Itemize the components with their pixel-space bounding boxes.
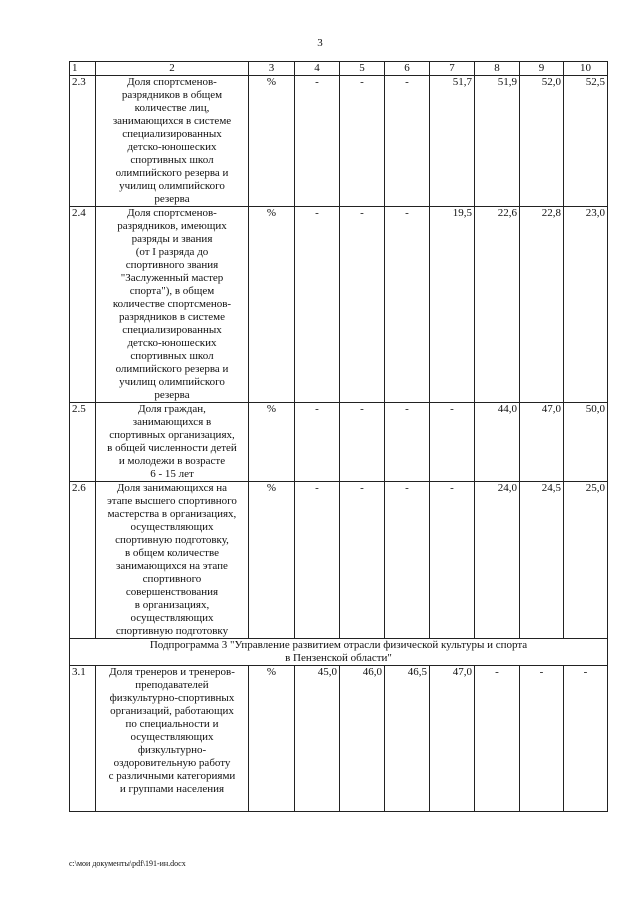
- indicator-name-line: училищ олимпийского: [119, 376, 225, 388]
- indicator-name: [96, 482, 249, 639]
- page-number: 3: [317, 37, 323, 49]
- row-number: 2.4: [70, 207, 96, 403]
- file-path-footer: c:\мои документы\pdf\191-ин.docx: [69, 859, 186, 868]
- indicator-name-line: и молодежи в возрасте: [118, 455, 226, 467]
- value-cell: 47,0: [430, 666, 475, 812]
- value-cell: -: [385, 403, 430, 482]
- value-cell: -: [385, 482, 430, 639]
- value-cell: -: [295, 482, 340, 639]
- subprogram-title: [70, 639, 608, 666]
- value-cell: 52,5: [564, 76, 608, 207]
- indicator-name-line: по специальности и: [125, 718, 219, 730]
- indicator-name-line: этапе высшего спортивного: [107, 495, 237, 507]
- indicator-name: [96, 207, 249, 403]
- indicator-name-line: осуществляющих: [130, 612, 214, 624]
- subprogram-row: [70, 639, 608, 666]
- row-number: 2.5: [70, 403, 96, 482]
- value-cell: -: [295, 76, 340, 207]
- indicator-name-line: резерва: [154, 389, 190, 401]
- indicator-name-line: спортивных организациях,: [109, 429, 235, 441]
- indicator-name-line: детско-юношеских: [127, 337, 217, 349]
- header-cell: 1: [70, 62, 96, 76]
- header-cell: 9: [520, 62, 564, 76]
- indicator-name: [96, 76, 249, 207]
- header-cell: 6: [385, 62, 430, 76]
- subprogram-title-line: Подпрограмма 3 "Управление развитием отрасли физической культуры и спорта: [149, 639, 528, 651]
- indicator-name-line: и группами населения: [119, 783, 225, 795]
- value-cell: 46,0: [340, 666, 385, 812]
- row-number: 3.1: [70, 666, 96, 812]
- header-cell: 4: [295, 62, 340, 76]
- indicator-name: [96, 403, 249, 482]
- value-cell: -: [430, 403, 475, 482]
- indicator-name: [96, 666, 249, 812]
- header-cell: 7: [430, 62, 475, 76]
- indicator-name-line: разрядников в общем: [121, 89, 223, 101]
- indicator-name-line: спортивную подготовку: [115, 625, 229, 637]
- value-cell: -: [295, 207, 340, 403]
- value-cell: 22,8: [520, 207, 564, 403]
- value-cell: 22,6: [475, 207, 520, 403]
- value-cell: -: [385, 207, 430, 403]
- indicator-name-line: оздоровительную работу: [113, 757, 231, 769]
- indicator-name-line: физкультурно-: [137, 744, 207, 756]
- row-number: 2.6: [70, 482, 96, 639]
- header-cell: 5: [340, 62, 385, 76]
- table-row: [70, 482, 608, 639]
- indicator-name-line: "Заслуженный мастер: [120, 272, 224, 284]
- subprogram-title-line: в Пензенской области": [285, 652, 392, 664]
- indicator-name-line: спортивных школ: [130, 350, 214, 362]
- indicator-name-line: 6 - 15 лет: [150, 468, 194, 480]
- indicator-name-line: количестве спортсменов-: [112, 298, 232, 310]
- row-number: 2.3: [70, 76, 96, 207]
- unit-cell: %: [249, 403, 295, 482]
- table-row: [70, 666, 608, 812]
- table-row: [70, 207, 608, 403]
- indicator-name-line: резерва: [154, 193, 190, 205]
- unit-cell: %: [249, 207, 295, 403]
- unit-cell: %: [249, 482, 295, 639]
- value-cell: 52,0: [520, 76, 564, 207]
- indicator-name-line: разрядников в системе: [118, 311, 225, 323]
- indicator-name-line: спортивного звания: [125, 259, 219, 271]
- unit-cell: %: [249, 666, 295, 812]
- indicator-name-line: мастерства в организациях,: [107, 508, 237, 520]
- value-cell: -: [340, 403, 385, 482]
- indicator-name-line: Доля спортсменов-: [127, 207, 217, 219]
- value-cell: 45,0: [295, 666, 340, 812]
- value-cell: 25,0: [564, 482, 608, 639]
- header-cell: 8: [475, 62, 520, 76]
- indicator-name-line: специализированных: [122, 324, 222, 336]
- indicator-name-line: спорта"), в общем: [129, 285, 215, 297]
- indicator-name-line: в организациях,: [134, 599, 210, 611]
- indicators-table: [69, 61, 608, 812]
- value-cell: -: [564, 666, 608, 812]
- indicator-name-line: (от I разряда до: [135, 246, 209, 258]
- value-cell: -: [340, 207, 385, 403]
- value-cell: -: [340, 76, 385, 207]
- indicator-name-line: занимающихся на этапе: [116, 560, 228, 572]
- indicator-name-line: осуществляющих: [130, 521, 214, 533]
- value-cell: -: [295, 403, 340, 482]
- indicator-name-line: занимающихся в системе: [112, 115, 232, 127]
- indicator-name-line: Доля спортсменов-: [127, 76, 217, 88]
- indicator-name-line: с различными категориями: [108, 770, 236, 782]
- header-cell: 3: [249, 62, 295, 76]
- table-row: [70, 403, 608, 482]
- value-cell: 51,9: [475, 76, 520, 207]
- header-cell: 10: [564, 62, 608, 76]
- indicator-name-line: количестве лиц,: [134, 102, 210, 114]
- indicator-name-line: организаций, работающих: [110, 705, 234, 717]
- indicator-name-line: специализированных: [122, 128, 222, 140]
- value-cell: 47,0: [520, 403, 564, 482]
- header-cell: 2: [96, 62, 249, 76]
- indicator-name-line: занимающихся в: [132, 416, 212, 428]
- indicator-name-line: в общем количестве: [124, 547, 219, 559]
- value-cell: -: [385, 76, 430, 207]
- indicator-name-line: училищ олимпийского: [119, 180, 225, 192]
- value-cell: -: [430, 482, 475, 639]
- value-cell: 23,0: [564, 207, 608, 403]
- indicator-name-line: детско-юношеских: [127, 141, 217, 153]
- indicator-name-line: олимпийского резерва и: [115, 363, 229, 375]
- indicator-name-line: в общей численности детей: [107, 442, 237, 454]
- indicator-name-line: преподавателей: [135, 679, 209, 691]
- value-cell: -: [475, 666, 520, 812]
- header-row: [70, 62, 608, 76]
- indicator-name-line: спортивную подготовку,: [115, 534, 229, 546]
- indicator-name-line: Доля тренеров и тренеров-: [109, 666, 235, 678]
- value-cell: 50,0: [564, 403, 608, 482]
- value-cell: 24,5: [520, 482, 564, 639]
- indicator-name-line: разряды и звания: [131, 233, 213, 245]
- value-cell: 46,5: [385, 666, 430, 812]
- unit-cell: %: [249, 76, 295, 207]
- indicator-name-line: разрядников, имеющих: [117, 220, 227, 232]
- indicator-name-line: Доля занимающихся на: [116, 482, 228, 494]
- indicator-name-line: олимпийского резерва и: [115, 167, 229, 179]
- value-cell: 44,0: [475, 403, 520, 482]
- value-cell: -: [520, 666, 564, 812]
- indicator-name-line: Доля граждан,: [138, 403, 206, 415]
- value-cell: 24,0: [475, 482, 520, 639]
- indicator-name-line: совершенствования: [125, 586, 219, 598]
- indicator-name-line: осуществляющих: [130, 731, 214, 743]
- indicator-name-line: физкультурно-спортивных: [109, 692, 235, 704]
- indicator-name-line: спортивных школ: [130, 154, 214, 166]
- indicator-name-line: спортивного: [142, 573, 202, 585]
- value-cell: -: [340, 482, 385, 639]
- value-cell: 19,5: [430, 207, 475, 403]
- table-row: [70, 76, 608, 207]
- value-cell: 51,7: [430, 76, 475, 207]
